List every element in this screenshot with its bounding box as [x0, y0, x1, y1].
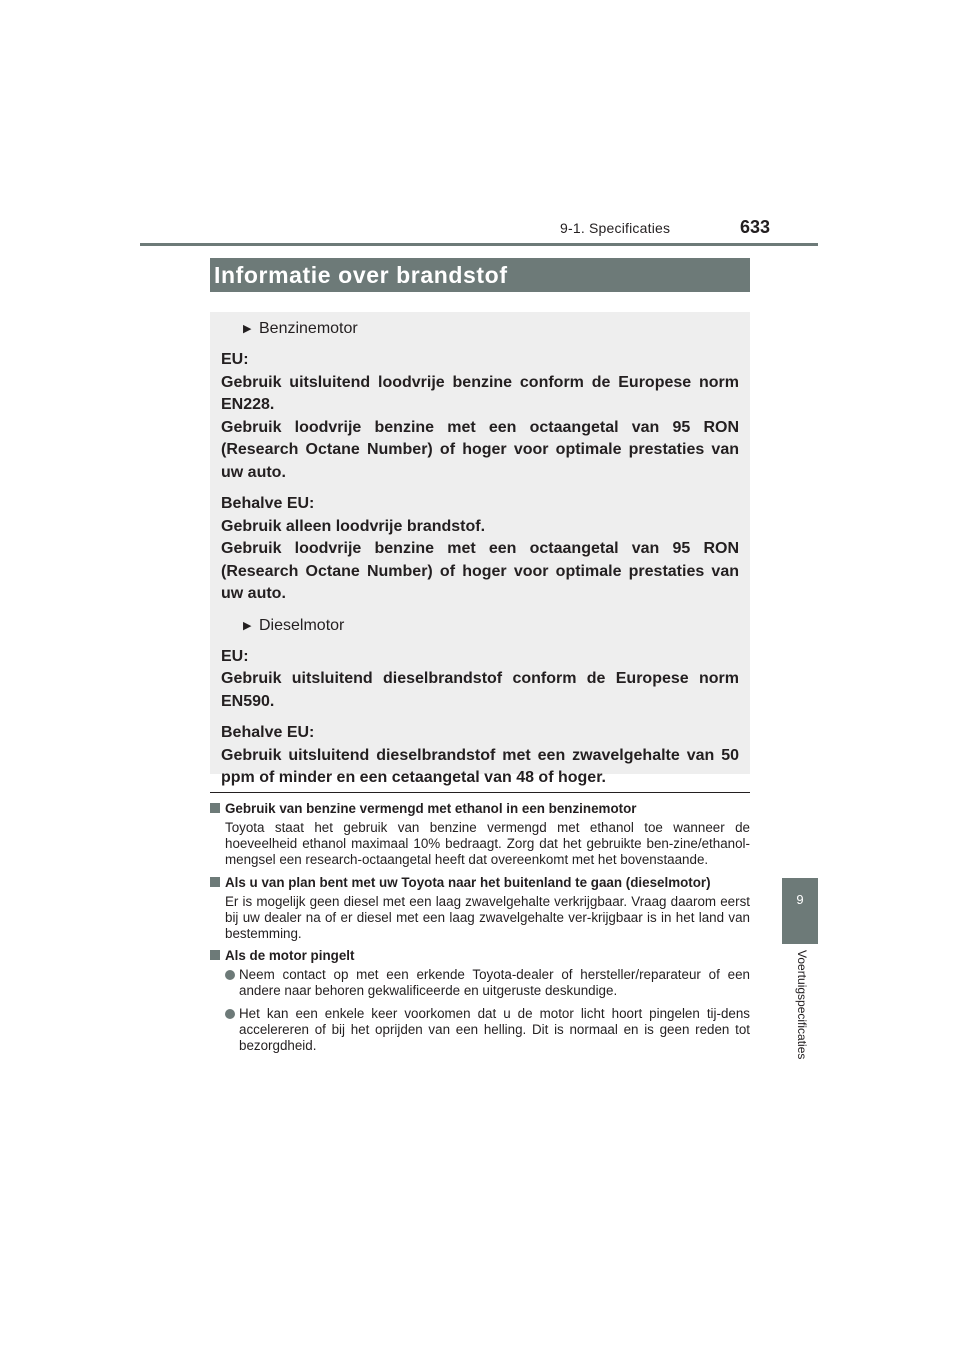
petrol-eu-label: EU: — [221, 351, 249, 368]
chapter-tab-label: Voertuigspecificaties — [795, 950, 809, 1060]
circle-bullet-icon — [225, 970, 235, 980]
petrol-eu-text: Gebruik uitsluitend loodvrije benzine conform de Europese norm EN228. — [221, 373, 739, 413]
square-bullet-icon — [210, 877, 220, 887]
petrol-subheading — [221, 316, 739, 342]
diesel-non-eu-text: Gebruik uitsluitend dieselbrandstof met een zwavelgehalte van 50 ppm of minder en een cetaangetal van 48 of hoger. — [221, 746, 739, 786]
diesel-eu-label: EU: — [221, 647, 249, 665]
fuel-info-box — [210, 312, 750, 786]
triangle-right-icon: ▶ — [243, 323, 252, 335]
notes-divider — [210, 792, 750, 793]
diesel-subheading — [221, 613, 739, 639]
triangle-right-icon: ▶ — [243, 619, 252, 632]
petrol-non-eu-text: Gebruik alleen loodvrije brandstof. — [221, 517, 486, 535]
notes-section — [210, 800, 750, 1054]
note-body: Er is mogelijk geen diesel met een laag zwavelgehalte verkrijgbaar. Vraag daarom eerst bij uw dealer na of er diesel met een laag zwavelgehalte ver-krijgbaar is in het land van bestemming. — [225, 893, 750, 942]
page-number: 633 — [740, 217, 771, 237]
petrol-eu-octane-text: Gebruik loodvrije benzine met een octaangetal van 95 RON (Research Octane Number) of hoger voor optimale prestaties van uw auto. — [221, 418, 739, 481]
diesel-non-eu-label: Behalve EU: — [221, 724, 315, 741]
note-bullet: Neem contact op met een erkende Toyota-dealer of hersteller/reparateur of een andere naar behoren gekwalificeerde en uitgeruste deskundige. — [225, 967, 750, 999]
note-bullet: Het kan een enkele keer voorkomen dat u de motor licht hoort pingelen tij-dens accelereren of bij het oprijden van een helling. Dit is normaal en is geen reden tot bezorgdheid. — [225, 1006, 750, 1055]
petrol-non-eu-label: Behalve EU: — [221, 495, 315, 512]
petrol-heading-label: Benzinemotor — [259, 320, 358, 337]
page-title: Informatie over brandstof — [210, 258, 750, 292]
note-heading: Als de motor pingelt — [210, 947, 750, 964]
square-bullet-icon — [210, 950, 220, 960]
square-bullet-icon — [210, 803, 220, 813]
note-heading: Als u van plan bent met uw Toyota naar het buitenland te gaan (dieselmotor) — [210, 874, 750, 891]
circle-bullet-icon — [225, 1009, 235, 1019]
note-heading: Gebruik van benzine vermengd met ethanol in een benzinemotor — [210, 800, 750, 817]
petrol-non-eu-octane-text: Gebruik loodvrije benzine met een octaangetal van 95 RON (Research Octane Number) of hoger voor optimale prestaties van uw auto. — [221, 540, 739, 602]
chapter-tab-number: 9 — [782, 878, 818, 944]
diesel-eu-text: Gebruik uitsluitend dieselbrandstof conform de Europese norm EN590. — [221, 670, 739, 710]
section-title: 9-1. Specificaties — [560, 220, 671, 236]
diesel-heading-label: Dieselmotor — [259, 616, 345, 634]
header-rule — [140, 243, 818, 246]
note-body: Toyota staat het gebruik van benzine vermengd met ethanol toe wanneer de hoeveelheid ethanol maximaal 10% bedraagt. Zorg dat het gebruikte ben-zine/ethanol-mengsel een research-octaangetal heeft dat overeenkomt met het bovenstaande. — [225, 820, 750, 868]
